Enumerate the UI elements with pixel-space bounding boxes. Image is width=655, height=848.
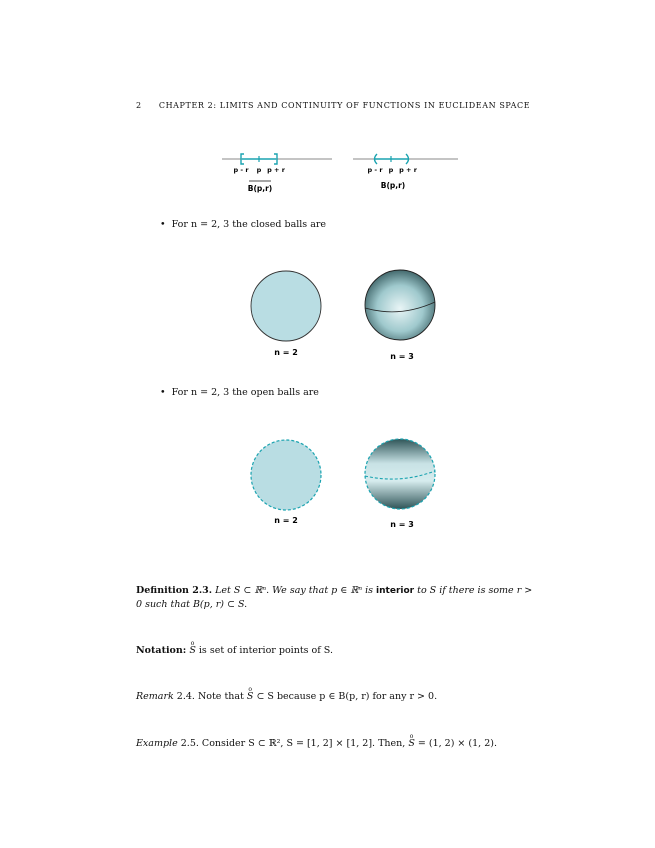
closed-interval-diagram <box>222 154 332 193</box>
definition-text-b: to S if there is some r > 0 such that B(p, r) ⊂ S. <box>136 585 533 610</box>
interior-symbol: o S <box>246 686 254 702</box>
open-disk <box>251 440 321 510</box>
running-head <box>136 101 530 110</box>
remark-text-a: Note that <box>197 691 244 702</box>
notation-text: is set of interior points of S. <box>198 645 333 656</box>
notation-label: Notation: <box>136 645 187 656</box>
definition-label: Definition 2.3. <box>136 585 213 596</box>
caption-n3: n = 3 <box>390 520 414 529</box>
example-text-a: Consider S ⊂ ℝ², S = [1, 2] × [1, 2]. Then, <box>201 738 406 749</box>
interior-symbol: o S <box>189 640 196 656</box>
caption-n2: n = 2 <box>274 516 298 525</box>
remark-text-b: ⊂ S because p ∈ B(p, r) for any r > 0. <box>256 691 438 702</box>
example-text-b: = (1, 2) × (1, 2). <box>417 738 497 749</box>
bullet-dot: • <box>160 219 166 230</box>
page-number: 2 <box>136 101 142 110</box>
remark-number: 2.4. <box>176 691 195 702</box>
caption-open-ball: B(p,r) <box>380 181 406 190</box>
label-p: p <box>256 166 262 174</box>
interior-symbol: o S <box>408 733 415 749</box>
caption-n3: n = 3 <box>390 352 414 361</box>
label-p-minus-r: p - r <box>233 166 249 174</box>
remark-label: Remark <box>136 691 174 702</box>
example-label: Example <box>136 738 178 749</box>
bullet-text: For n = 2, 3 the open balls are <box>171 387 319 398</box>
example-number: 2.5. <box>180 738 199 749</box>
label-p-minus-r: p - r <box>367 166 383 174</box>
definition-2-3 <box>136 584 536 611</box>
label-p-plus-r: p + r <box>267 166 285 174</box>
definition-text-a: Let S ⊂ ℝⁿ. We say that p ∈ ℝⁿ is <box>215 585 374 596</box>
bullet-text: For n = 2, 3 the closed balls are <box>171 219 327 230</box>
closed-disk <box>251 271 321 341</box>
example-2-5 <box>136 733 536 750</box>
figure-open-balls <box>240 430 450 534</box>
caption-closed-ball: B(p,r) <box>247 184 273 193</box>
bullet-open-balls <box>160 387 319 398</box>
bullet-dot: • <box>160 387 166 398</box>
definition-term: interior <box>376 586 415 596</box>
bullet-closed-balls <box>160 219 326 230</box>
figure-closed-balls <box>240 262 450 366</box>
caption-n2: n = 2 <box>274 348 298 357</box>
notation <box>136 640 536 657</box>
figure-1d-balls <box>215 148 465 198</box>
label-p: p <box>388 166 394 174</box>
remark-2-4 <box>136 686 536 703</box>
open-interval-diagram <box>353 154 458 190</box>
chapter-title: CHAPTER 2: LIMITS AND CONTINUITY OF FUNCTIONS IN EUCLIDEAN SPACE <box>158 101 531 110</box>
closed-sphere <box>365 270 435 340</box>
label-p-plus-r: p + r <box>399 166 417 174</box>
